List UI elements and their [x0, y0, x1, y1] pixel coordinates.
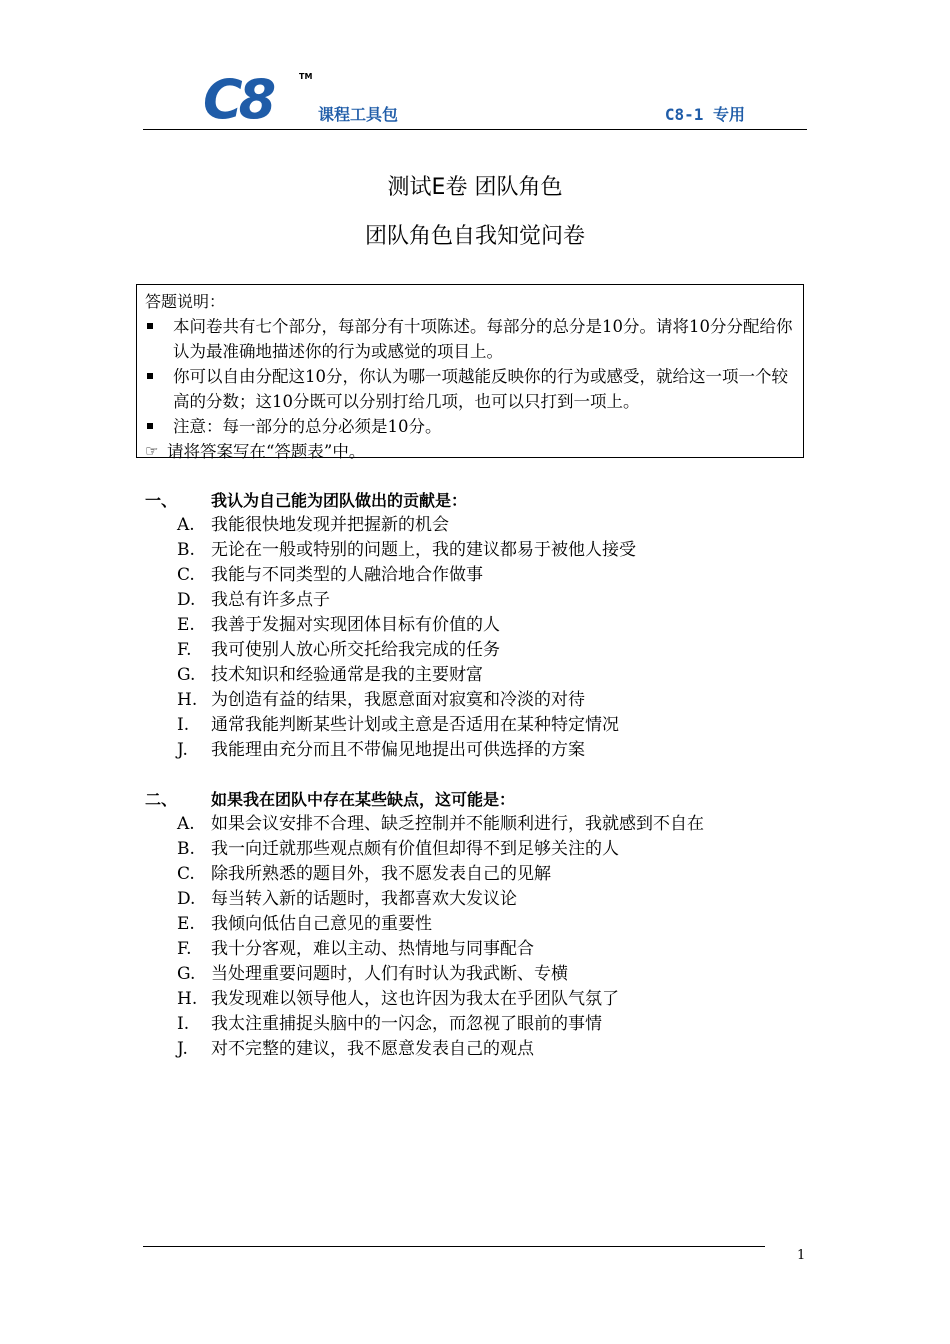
instruction-text: 注意：每一部分的总分必须是10分。 — [173, 417, 442, 436]
item-text: 每当转入新的话题时，我都喜欢大发议论 — [211, 889, 517, 909]
document-subtitle: 团队角色自我知觉问卷 — [364, 224, 585, 249]
item-text: 无论在一般或特别的问题上，我的建议都易于被他人接受 — [211, 540, 636, 560]
list-item — [145, 713, 805, 738]
section-question: 如果我在团队中存在某些缺点，这可能是： — [211, 790, 516, 809]
item-text: 我太注重捕捉头脑中的一闪念，而忽视了眼前的事情 — [211, 1014, 602, 1034]
item-letter: G. — [177, 665, 196, 685]
item-letter: E. — [177, 914, 195, 934]
item-letter: H. — [177, 989, 198, 1009]
section-heading — [145, 488, 805, 513]
item-text: 我能与不同类型的人融洽地合作做事 — [211, 565, 483, 585]
list-item — [145, 663, 805, 688]
item-letter: D. — [177, 889, 196, 909]
page-number: 1 — [797, 1248, 806, 1263]
page-header — [143, 62, 807, 130]
item-letter: H. — [177, 690, 198, 710]
list-item — [145, 987, 805, 1012]
item-letter: B. — [177, 540, 195, 560]
item-text: 如果会议安排不合理、缺乏控制并不能顺利进行，我就感到不自在 — [211, 814, 704, 834]
header-divider — [143, 129, 807, 130]
instruction-text: 你可以自由分配这10分，你认为哪一项越能反映你的行为或感受，就给这一项一个较高的分数；这10分既可以分别打给几项，也可以只打到一项上。 — [173, 367, 788, 411]
list-item — [145, 962, 805, 987]
list-item — [145, 1037, 805, 1062]
item-text: 我能理由充分而且不带偏见地提出可供选择的方案 — [211, 740, 585, 760]
logo-text: C8 — [203, 68, 273, 131]
instruction-text: 本问卷共有七个部分，每部分有十项陈述。每部分的总分是10分。请将10分分配给你认为最准确地描述你的行为或感觉的项目上。 — [173, 317, 793, 361]
item-text: 我可使别人放心所交托给我完成的任务 — [211, 640, 500, 660]
item-text: 我十分客观，难以主动、热情地与同事配合 — [211, 939, 534, 959]
item-text: 技术知识和经验通常是我的主要财富 — [211, 665, 483, 685]
list-item — [145, 837, 805, 862]
list-item — [145, 638, 805, 663]
item-letter: A. — [177, 814, 195, 834]
item-letter: J. — [177, 1039, 188, 1059]
list-item — [145, 688, 805, 713]
section-heading — [145, 787, 805, 812]
list-item — [145, 812, 805, 837]
item-text: 我善于发掘对实现团体目标有价值的人 — [211, 615, 500, 635]
item-text: 我倾向低估自己意见的重要性 — [211, 914, 432, 934]
c8-logo — [203, 68, 313, 131]
item-letter: F. — [177, 939, 192, 959]
list-item — [145, 738, 805, 763]
item-text: 对不完整的建议，我不愿意发表自己的观点 — [211, 1039, 534, 1059]
list-item — [145, 613, 805, 638]
list-item — [145, 912, 805, 937]
instruction-item — [145, 364, 803, 414]
item-letter: F. — [177, 640, 192, 660]
item-text: 除我所熟悉的题目外，我不愿发表自己的见解 — [211, 864, 551, 884]
item-letter: I. — [177, 1014, 190, 1034]
trademark-mark: TM — [299, 72, 313, 81]
item-text: 我总有许多点子 — [211, 590, 330, 610]
list-item — [145, 513, 805, 538]
item-letter: E. — [177, 615, 195, 635]
item-letter: C. — [177, 864, 195, 884]
list-item — [145, 563, 805, 588]
answer-note-text: 请将答案写在“答题表”中。 — [167, 442, 366, 461]
pointing-hand-icon: ☞ — [145, 442, 159, 460]
course-code: C8-1 专用 — [664, 105, 745, 124]
item-letter: I. — [177, 715, 190, 735]
instruction-item — [145, 414, 803, 439]
instructions-heading: 答题说明： — [145, 292, 226, 311]
section-number: 二、 — [145, 790, 178, 809]
list-item — [145, 1012, 805, 1037]
item-text: 我一向迁就那些观点颇有价值但却得不到足够关注的人 — [211, 839, 619, 859]
list-item — [145, 887, 805, 912]
question-section — [145, 488, 805, 763]
instruction-item — [145, 314, 803, 364]
question-section — [145, 787, 805, 1062]
list-item — [145, 588, 805, 613]
item-text: 为创造有益的结果，我愿意面对寂寞和冷淡的对待 — [211, 690, 585, 710]
square-bullet-icon — [147, 323, 153, 329]
list-item — [145, 937, 805, 962]
toolkit-title: 课程工具包 — [318, 105, 399, 124]
answer-note — [145, 439, 803, 464]
instructions-box — [136, 284, 804, 461]
square-bullet-icon — [147, 373, 153, 379]
footer-divider — [143, 1246, 765, 1247]
item-letter: A. — [177, 515, 195, 535]
item-letter: G. — [177, 964, 196, 984]
item-text: 通常我能判断某些计划或主意是否适用在某种特定情况 — [211, 715, 619, 735]
item-letter: B. — [177, 839, 195, 859]
item-letter: J. — [177, 740, 188, 760]
item-letter: C. — [177, 565, 195, 585]
document-title: 测试E卷 团队角色 — [387, 175, 563, 200]
list-item — [145, 862, 805, 887]
item-text: 我能很快地发现并把握新的机会 — [211, 515, 449, 535]
square-bullet-icon — [147, 423, 153, 429]
section-number: 一、 — [145, 491, 178, 510]
item-letter: D. — [177, 590, 196, 610]
list-item — [145, 538, 805, 563]
item-text: 我发现难以领导他人，这也许因为我太在乎团队气氛了 — [211, 989, 619, 1009]
item-text: 当处理重要问题时，人们有时认为我武断、专横 — [211, 964, 568, 984]
section-question: 我认为自己能为团队做出的贡献是： — [211, 491, 468, 510]
